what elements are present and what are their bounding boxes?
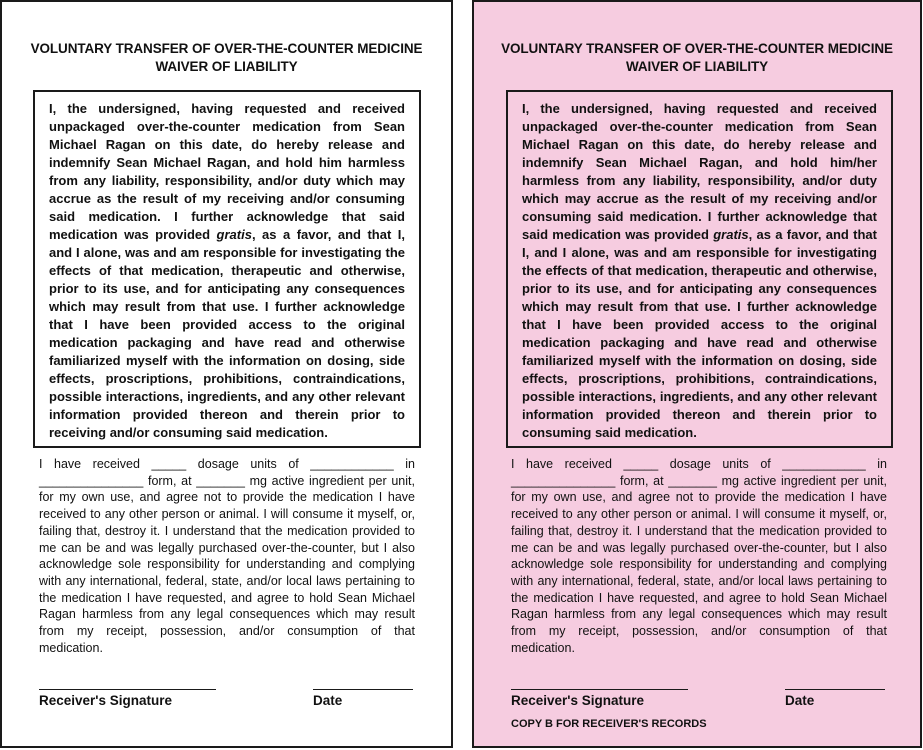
copy-b-note: COPY B FOR RECEIVER'S RECORDS — [511, 718, 707, 730]
waiver-text-italic: gratis — [713, 227, 749, 242]
date-line[interactable] — [313, 689, 413, 690]
date-label: Date — [313, 693, 343, 708]
waiver-text-part1: I, the undersigned, having requested and received unpackaged over-the-counter medication from Sean Michael Ragan on this date, do hereby release and indemnify Sean Michael Ragan, and hold him/her harmless from any liability, responsibility, and/or duty which may accrue as the result of my receiving and/or consuming said medication. I further acknowledge that said medication was provided — [522, 101, 877, 242]
receipt-acknowledgement-text: I have received _____ dosage units of ____________ in _______________ form, at _______ mg active ingredient per unit, for my own use, and agree not to provide the medication I have received to any other person or animal. I will consume it myself, or, failing that, destroy it. I understand that the medication provided to me can be and was legally purchased over-the-counter, but I also acknowledge sole responsibility for understanding and complying with any international, federal, state, and/or local laws pertaining to the medication I have requested, and agree to hold Sean Michael Ragan harmless from any legal consequences which may result from my receipt, possession, and/or consumption of that medication. — [39, 457, 415, 655]
receipt-acknowledgement-text: I have received _____ dosage units of ____________ in _______________ form, at _______ mg active ingredient per unit, for my own use, and agree not to provide the medication I have received to any other person or animal. I will consume it myself, or, failing that, destroy it. I understand that the medication provided to me can be and was legally purchased over-the-counter, but I also acknowledge sole responsibility for understanding and complying with any international, federal, state, and/or local laws pertaining to the medication I have requested, and agree to hold Sean Michael Ragan harmless from any legal consequences which may result from my receipt, possession, and/or consumption of that medication. — [511, 457, 887, 655]
waiver-text-part2: , as a favor, and that I, and I alone, was and am responsible for investigating the effects of that medication, therapeutic and otherwise, prior to its use, and for anticipating any consequences which may result from that use. I further acknowledge that I have been provided access to the original medication packaging and have read and otherwise familiarized myself with the information on dosing, side effects, proscriptions, prohibitions, contraindications, possible interactions, ingredients, and any other relevant information provided thereon and therein prior to consuming said medication. — [522, 227, 877, 440]
form-title-line1: VOLUNTARY TRANSFER OF OVER-THE-COUNTER MEDICINE — [501, 41, 893, 56]
form-title-line2: WAIVER OF LIABILITY — [155, 59, 298, 74]
form-title — [474, 40, 920, 76]
form-title — [2, 40, 451, 76]
signature-line[interactable] — [511, 689, 688, 690]
form-title-line2: WAIVER OF LIABILITY — [625, 59, 769, 74]
date-label: Date — [785, 693, 815, 708]
waiver-text-part2: , as a favor, and that I, and I alone, was and am responsible for investigating the effects of that medication, therapeutic and otherwise, prior to its use, and for anticipating any consequences which may result from that use. I further acknowledge that I have been provided access to the original medication packaging and have read and otherwise familiarized myself with the information on dosing, side effects, proscriptions, prohibitions, contraindications, possible interactions, ingredients, and any other relevant information provided thereon and therein prior to receiving and/or consuming said medication. — [49, 227, 405, 440]
signature-line[interactable] — [39, 689, 216, 690]
waiver-paragraph-box — [506, 90, 893, 448]
signature-label: Receiver's Signature — [511, 693, 645, 708]
waiver-paragraph-box — [33, 90, 421, 448]
date-line[interactable] — [785, 689, 885, 690]
waiver-text-part1: I, the undersigned, having requested and received unpackaged over-the-counter medication from Sean Michael Ragan on this date, do hereby release and indemnify Sean Michael Ragan, and hold him harmless from any liability, responsibility, and/or duty which may accrue as the result of my receiving and/or consuming said medication. I further acknowledge that said medication was provided — [49, 101, 405, 242]
waiver-text-italic: gratis — [216, 227, 252, 242]
waiver-form-original — [0, 0, 453, 748]
form-title-line1: VOLUNTARY TRANSFER OF OVER-THE-COUNTER MEDICINE — [30, 41, 423, 56]
signature-label: Receiver's Signature — [39, 693, 173, 708]
waiver-form-copy-b — [472, 0, 922, 748]
